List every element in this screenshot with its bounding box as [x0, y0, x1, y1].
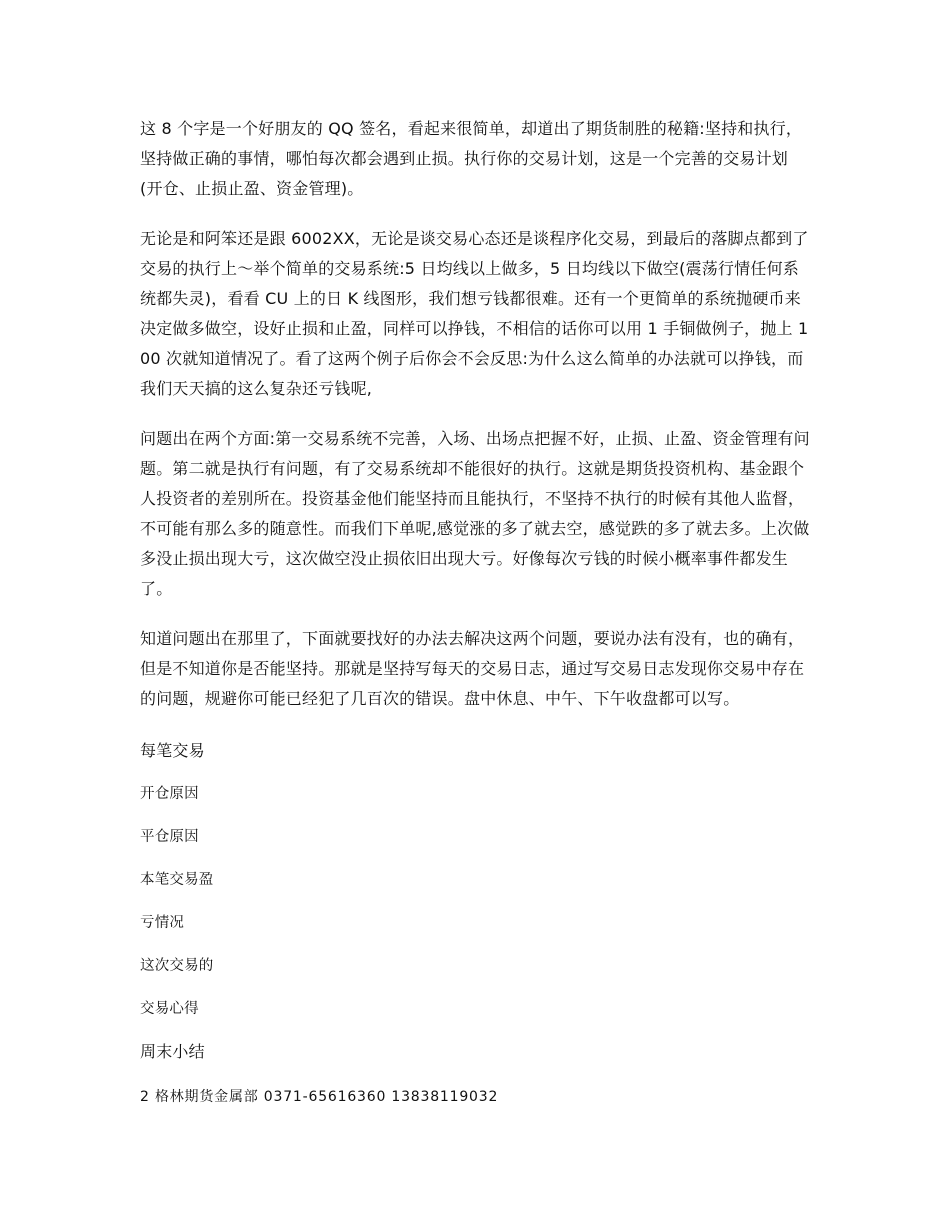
page-footer-contact: 2 格林期货金属部 0371-65616360 13838119032 — [140, 1089, 499, 1105]
paragraph-1: 这 8 个字是一个好朋友的 QQ 签名，看起来很简单，却道出了期货制胜的秘籍:坚持和执行，坚持做正确的事情，哪怕每次都会遇到止损。执行你的交易计划，这是一个完善的交易计划(开仓、止损止盈、资金管理)。 — [140, 119, 803, 198]
list-item: 每笔交易 — [140, 741, 205, 760]
paragraph-3: 问题出在两个方面:第一交易系统不完善，入场、出场点把握不好，止损、止盈、资金管理有问题。第二就是执行有问题，有了交易系统却不能很好的执行。这就是期货投资机构、基金跟个人投资者的差别所在。投资基金他们能坚持而且能执行，不坚持不执行的时候有其他人监督，不可能有那么多的随意性。而我们下单呢,感觉涨的多了就去空，感觉跌的多了就去多。上次做多没止损出现大亏，这次做空没止损依旧出现大亏。好像每次亏钱的时候小概率事件都发生了。 — [140, 429, 810, 598]
list-item: 开仓原因 — [140, 786, 199, 802]
paragraph-2: 无论是和阿笨还是跟 6002XX，无论是谈交易心态还是谈程序化交易，到最后的落脚点都到了交易的执行上～举个简单的交易系统:5 日均线以上做多，5 日均线以下做空(震荡行情任何系统都失灵)，看看 CU 上的日 K 线图形，我们想亏钱都很难。还有一个更简单的系统抛硬币来决定做多做空，设好止损和止盈，同样可以挣钱，不相信的话你可以用 1 手铜做例子，抛上 100 次就知道情况了。看了这两个例子后你会不会反思:为什么这么简单的办法就可以挣钱，而我们天天搞的这么复杂还亏钱呢, — [140, 229, 809, 398]
list-item: 亏情况 — [140, 915, 185, 931]
trade-log-list — [140, 740, 810, 1063]
paragraph-4: 知道问题出在那里了，下面就要找好的办法去解决这两个问题，要说办法有没有，也的确有，但是不知道你是否能坚持。那就是坚持写每天的交易日志，通过写交易日志发现你交易中存在的问题，规避你可能已经犯了几百次的错误。盘中休息、中午、下午收盘都可以写。 — [140, 629, 805, 708]
list-item: 本笔交易盈 — [140, 872, 214, 888]
list-item: 这次交易的 — [140, 958, 214, 974]
list-item: 周末小结 — [140, 1042, 205, 1061]
document-page — [140, 114, 810, 1107]
list-item: 交易心得 — [140, 1001, 199, 1017]
list-item: 平仓原因 — [140, 829, 199, 845]
